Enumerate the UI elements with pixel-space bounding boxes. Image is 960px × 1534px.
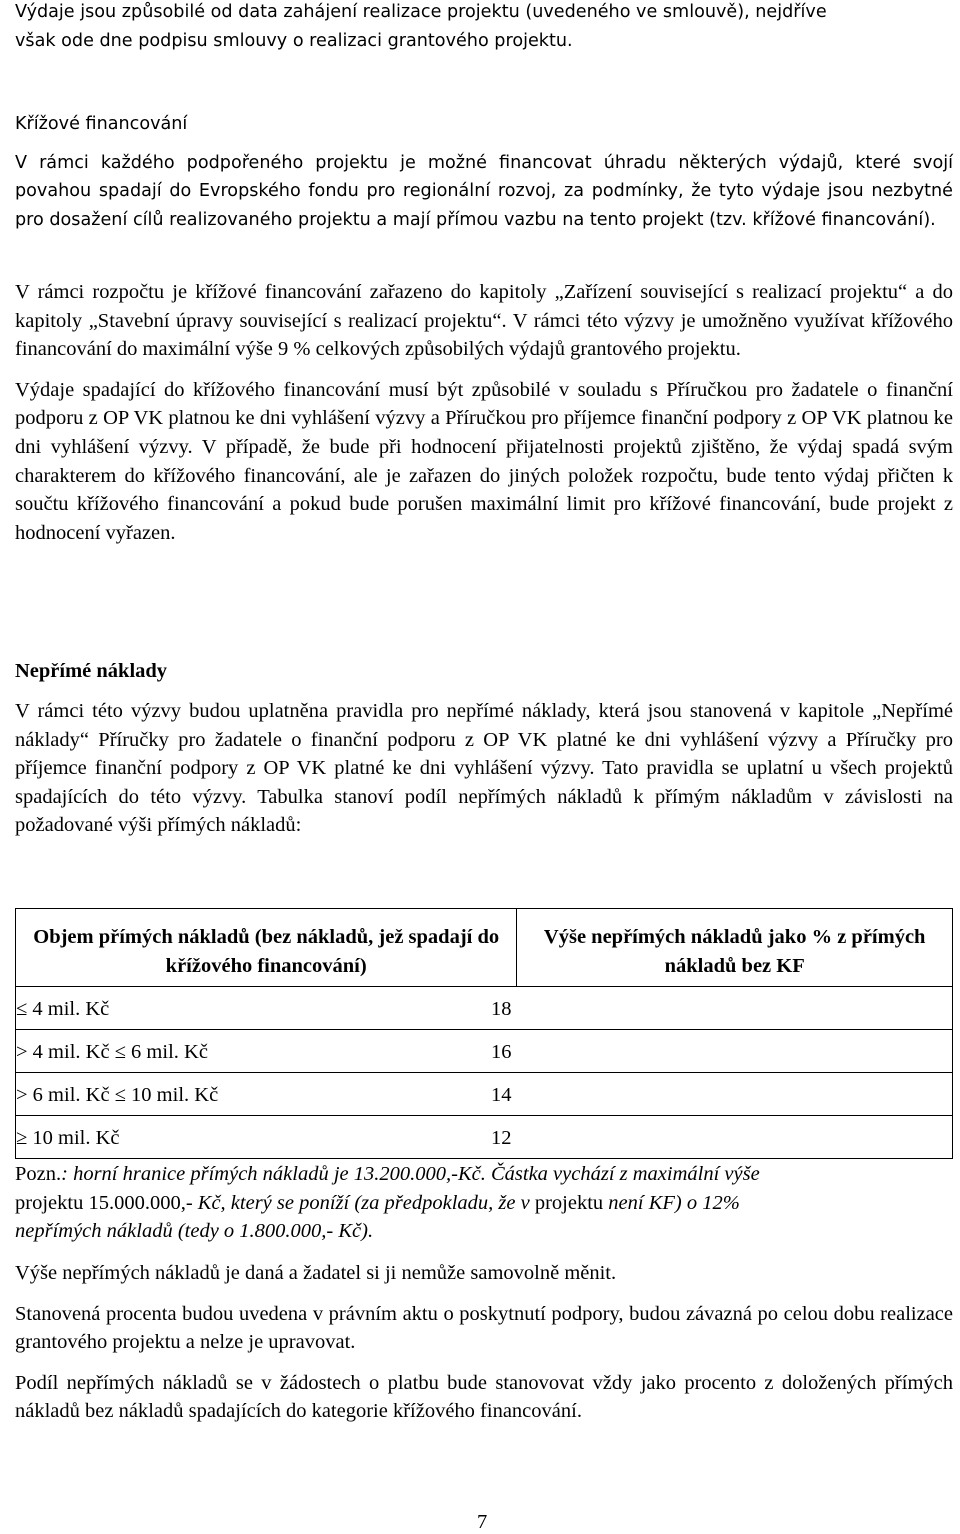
table-header-row: [16, 909, 953, 987]
table-row-label: ≤ 4 mil. Kč: [16, 998, 110, 1021]
closing-para-2: Stanovená procenta budou uvedena v právním aktu o poskytnutí podpory, budou závazná po celou dobu realizace grantového projektu a nelze je upravovat.: [15, 1302, 953, 1354]
closing-para-1: Výše nepřímých nákladů je daná a žadatel si ji nemůže samovolně měnit.: [15, 1262, 617, 1284]
note-text-2-italic-2: není KF) o 12%: [603, 1191, 740, 1214]
table-row-label: ≥ 10 mil. Kč: [16, 1127, 120, 1150]
cross-financing-para-3: Výdaje spadající do křížového financování musí být způsobilé v souladu s Příručkou pro žadatele o finanční podporu z OP VK platnou ke dni vyhlášení výzvy a Příručkou pro příjemce finanční podpory z OP VK platnou ke dni vyhlášení výzvy. V případě, že bude při hodnocení přijatelnosti projektů zjištěno, že výdaj spadá svým charakterem do křížového financování, ale je zařazen do jiných položek rozpočtu, bude tento výdaj přičten k součtu křížového financování a pokud bude porušen maximální limit pro křížové financování, bude projekt z hodnocení vyřazen.: [15, 378, 953, 544]
closing-para-3: Podíl nepřímých nákladů se v žádostech o platbu bude stanovovat vždy jako procento z doložených přímých nákladů bez nákladů spadajících do kategorie křížového financování.: [15, 1371, 953, 1423]
note-text-1: : horní hranice přímých nákladů je 13.200.000,-Kč. Částka vychází z maximální výše: [61, 1163, 760, 1185]
note-text-2-plain: projektu 15.000.000,-: [15, 1191, 198, 1214]
table-row-label: > 4 mil. Kč ≤ 6 mil. Kč: [16, 1041, 208, 1064]
table-header-left: Objem přímých nákladů (bez nákladů, jež spadají do křížového financování): [16, 909, 517, 987]
indirect-costs-para-1: V rámci této výzvy budou uplatněna pravidla pro nepřímé náklady, která jsou stanovená v kapitole „Nepřímé náklady“ Příručky pro žadatele o finanční podporu z OP VK platné ke dni vyhlášení výzvy a Příručky pro příjemce finanční podpory z OP VK platné ke dni vyhlášení výzvy. Tato pravidla se uplatní u všech projektů spadajících do této výzvy. Tabulka stanoví podíl nepřímých nákladů k přímým nákladům v závislosti na požadované výši přímých nákladů:: [15, 700, 953, 837]
table-row: [16, 1116, 953, 1159]
table-row-label: > 6 mil. Kč ≤ 10 mil. Kč: [16, 1084, 219, 1107]
indirect-costs-heading: Nepřímé náklady: [15, 660, 168, 682]
cross-financing-para-2: V rámci rozpočtu je křížové financování zařazeno do kapitoly „Zařízení související s realizací projektu“ a do kapitoly „Stavební úpravy související s realizací projektu“. V rámci této výzvy je umožněno využívat křížového financování do maximální výše 9 % celkových způsobilých výdajů grantového projektu.: [15, 281, 953, 361]
note-text-2-italic: Kč, který se poníží (za předpokladu, že v: [197, 1191, 535, 1214]
cross-financing-heading: Křížové financování: [15, 114, 188, 134]
page-number: 7: [477, 1511, 488, 1533]
cross-financing-para-1: V rámci každého podpořeného projektu je možné financovat úhradu některých výdajů, které svojí povahou spadají do Evropského fondu pro regionální rozvoj, za podmínky, že tyto výdaje jsou nezbytné pro dosažení cílů realizovaného projektu a mají přímou vazbu na tento projekt (tzv. křížové financování).: [15, 152, 953, 230]
cross-financing-body: [15, 278, 953, 547]
table-header-right: Výše nepřímých nákladů jako % z přímých nákladů bez KF: [517, 909, 953, 987]
table-row: [16, 987, 953, 1030]
closing-section: [15, 1259, 953, 1426]
table-row: [16, 1030, 953, 1073]
table-note: [15, 1160, 953, 1246]
table-row-value: 16: [491, 1041, 512, 1064]
note-text-2-plain-2: projektu: [534, 1191, 604, 1214]
cross-financing-section: [15, 110, 953, 234]
table-row-value: 14: [491, 1084, 512, 1107]
table-row: [16, 1073, 953, 1116]
indirect-costs-section: [15, 657, 953, 840]
note-prefix: Pozn.: [15, 1163, 62, 1185]
intro-paragraph: [15, 0, 953, 55]
note-text-3: nepřímých nákladů (tedy o 1.800.000,- Kč).: [15, 1220, 374, 1243]
intro-line-1: Výdaje jsou způsobilé od data zahájení realizace projektu (uvedeného ve smlouvě), nejdříve: [15, 2, 827, 22]
indirect-costs-table: [15, 908, 953, 1159]
table-row-value: 12: [491, 1127, 512, 1150]
intro-line-2: však ode dne podpisu smlouvy o realizaci grantového projektu.: [15, 30, 573, 51]
table-row-value: 18: [491, 998, 512, 1021]
